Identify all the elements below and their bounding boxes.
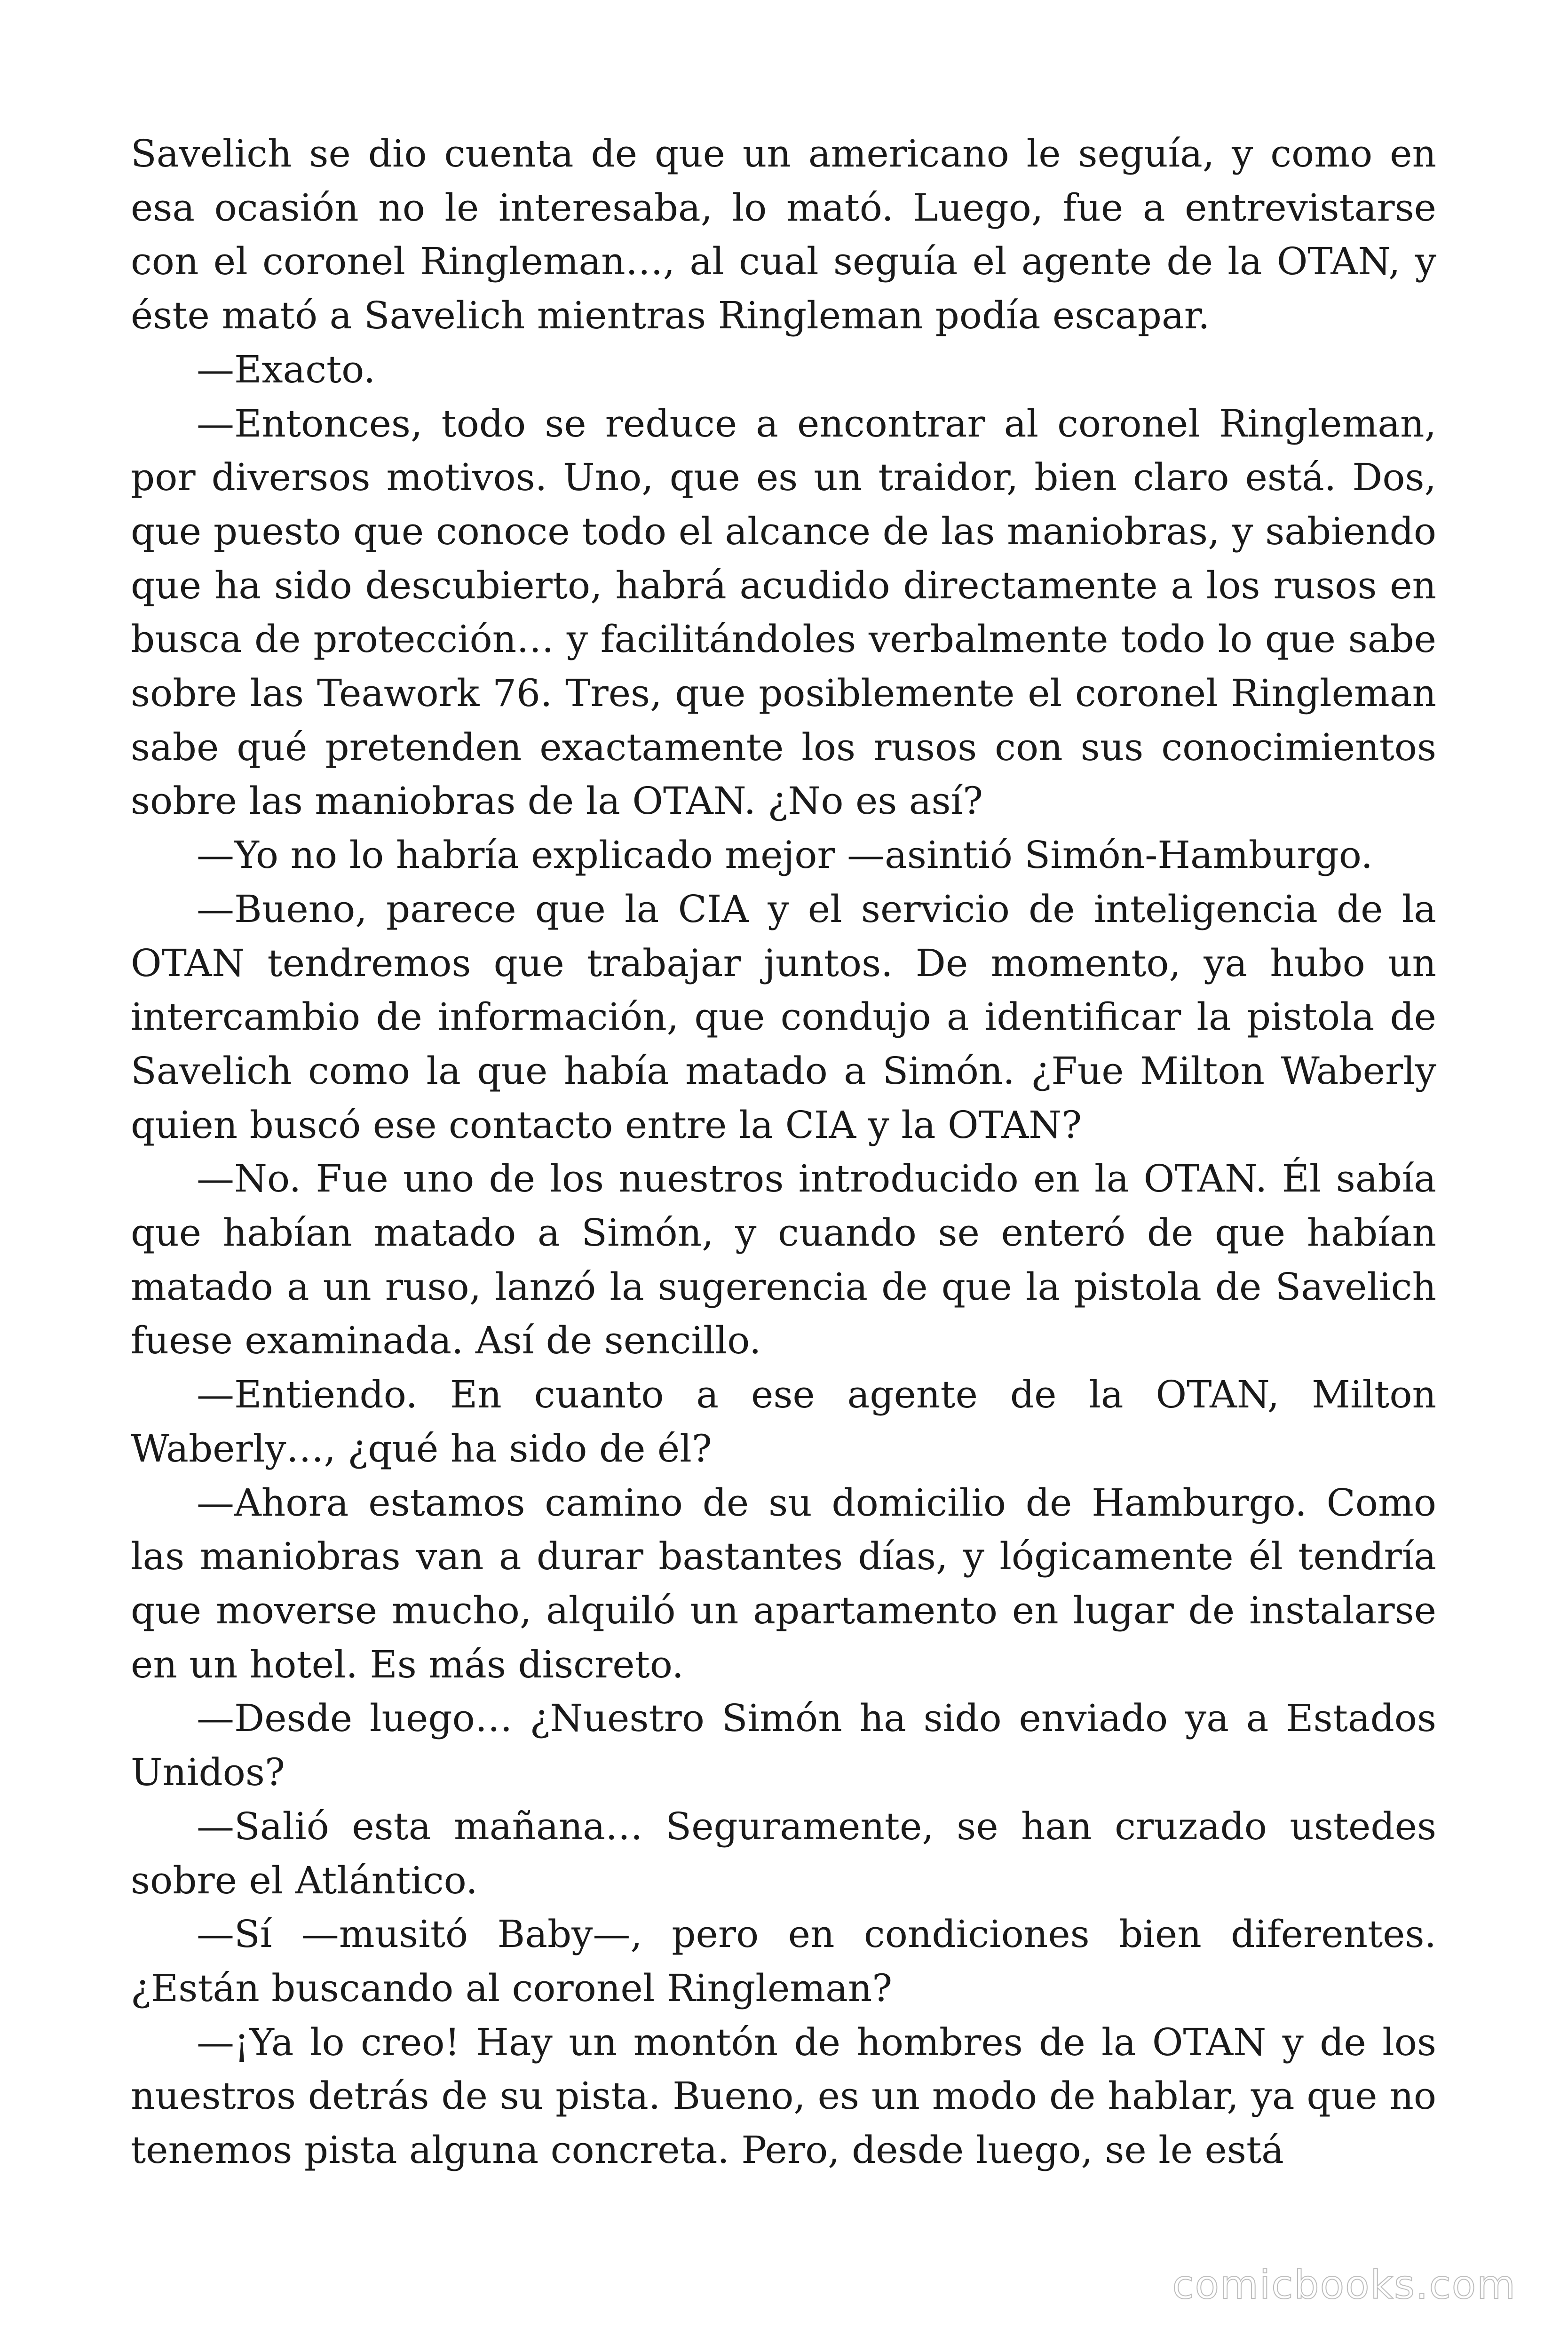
paragraph-4: —Yo no lo habría explicado mejor —asintió Simón-Hamburgo. bbox=[197, 833, 1373, 877]
paragraph-6: —No. Fue uno de los nuestros introducido en la OTAN. Él sabía que habían matado a Simón, y cuando se enteró de que habían matado a un ruso, lanzó la sugerencia de que la pistola de Savelich fuese examinada. Así de sencillo. bbox=[131, 1157, 1436, 1363]
paragraph-9: —Desde luego… ¿Nuestro Simón ha sido enviado ya a Estados Unidos? bbox=[131, 1696, 1436, 1795]
watermark: comicbooks.com bbox=[1172, 2262, 1516, 2308]
paragraph-1: Savelich se dio cuenta de que un americano le seguía, y como en esa ocasión no le interesaba, lo mató. Luego, fue a entrevistarse con el coronel Ringleman…, al cual seguía el agente de la OTAN, y éste mató a Savelich mientras Ringleman podía escapar. bbox=[131, 132, 1436, 338]
paragraph-10: —Salió esta mañana… Seguramente, se han cruzado ustedes sobre el Atlántico. bbox=[131, 1804, 1436, 1902]
paragraph-5: —Bueno, parece que la CIA y el servicio de inteligencia de la OTAN tendremos que trabajar juntos. De momento, ya hubo un intercambio de información, que condujo a identificar la pistola de Savelich como la que había matado a Simón. ¿Fue Milton Waberly quien buscó ese contacto entre la CIA y la OTAN? bbox=[131, 887, 1436, 1147]
paragraph-7: —Entiendo. En cuanto a ese agente de la OTAN, Milton Waberly…, ¿qué ha sido de él? bbox=[131, 1373, 1436, 1470]
paragraph-12: —¡Ya lo creo! Hay un montón de hombres de la OTAN y de los nuestros detrás de su pista. Bueno, es un modo de hablar, ya que no tenemos pista alguna concreta. Pero, desde luego, se le está bbox=[131, 2020, 1436, 2172]
paragraph-8: —Ahora estamos camino de su domicilio de Hamburgo. Como las maniobras van a durar bastantes días, y lógicamente él tendría que moverse mucho, alquiló un apartamento en lugar de instalarse en un hotel. Es más discreto. bbox=[131, 1480, 1436, 1686]
paragraph-2: —Exacto. bbox=[197, 347, 376, 391]
paragraph-3: —Entonces, todo se reduce a encontrar al coronel Ringleman, por diversos motivos. Uno, que es un traidor, bien claro está. Dos, que puesto que conoce todo el alcance de las maniobras, y sabiendo que ha sido descubierto, habrá acudido directamente a los rusos en busca de protección… y facilitándoles verbalmente todo lo que sabe sobre las Teawork 76. Tres, que posiblemente el coronel Ringleman sabe qué pretenden exactamente los rusos con sus conocimientos sobre las maniobras de la OTAN. ¿No es así? bbox=[131, 401, 1436, 823]
book-page-text bbox=[131, 127, 1436, 2177]
paragraph-11: —Sí —musitó Baby—, pero en condiciones bien diferentes. ¿Están buscando al coronel Ringleman? bbox=[131, 1912, 1436, 2010]
